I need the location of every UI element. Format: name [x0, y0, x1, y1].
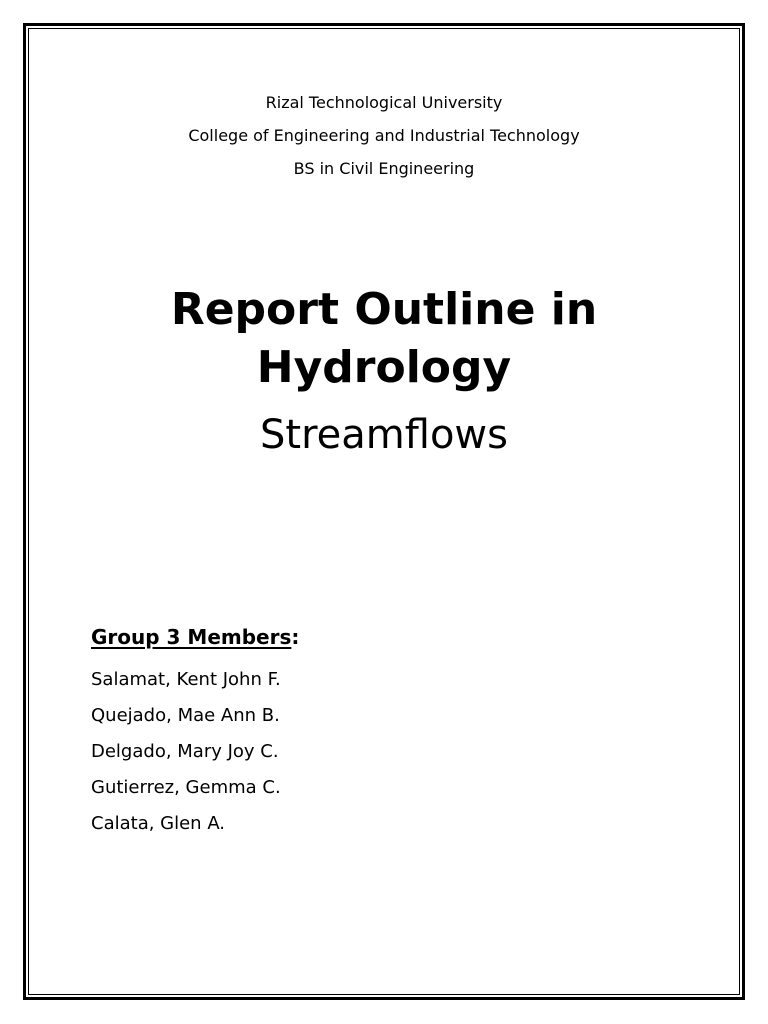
program-name: BS in Civil Engineering: [293, 159, 475, 178]
members-heading-colon: :: [291, 625, 300, 649]
report-subtitle: Streamflows: [260, 412, 508, 458]
member-item: Gutierrez, Gemma C.: [91, 777, 281, 798]
members-heading: [91, 624, 299, 650]
member-item: Delgado, Mary Joy C.: [91, 741, 279, 762]
member-item: Salamat, Kent John F.: [91, 669, 281, 690]
member-item: Calata, Glen A.: [91, 813, 226, 834]
member-list: [91, 662, 281, 842]
report-title-line-1: Report Outline in: [170, 284, 598, 335]
members-heading-text: Group 3 Members: [91, 625, 292, 649]
member-item: Quejado, Mae Ann B.: [91, 705, 280, 726]
report-title-line-2: Hydrology: [256, 342, 512, 393]
university-name: Rizal Technological University: [265, 93, 503, 112]
college-name: College of Engineering and Industrial Technology: [188, 126, 580, 145]
